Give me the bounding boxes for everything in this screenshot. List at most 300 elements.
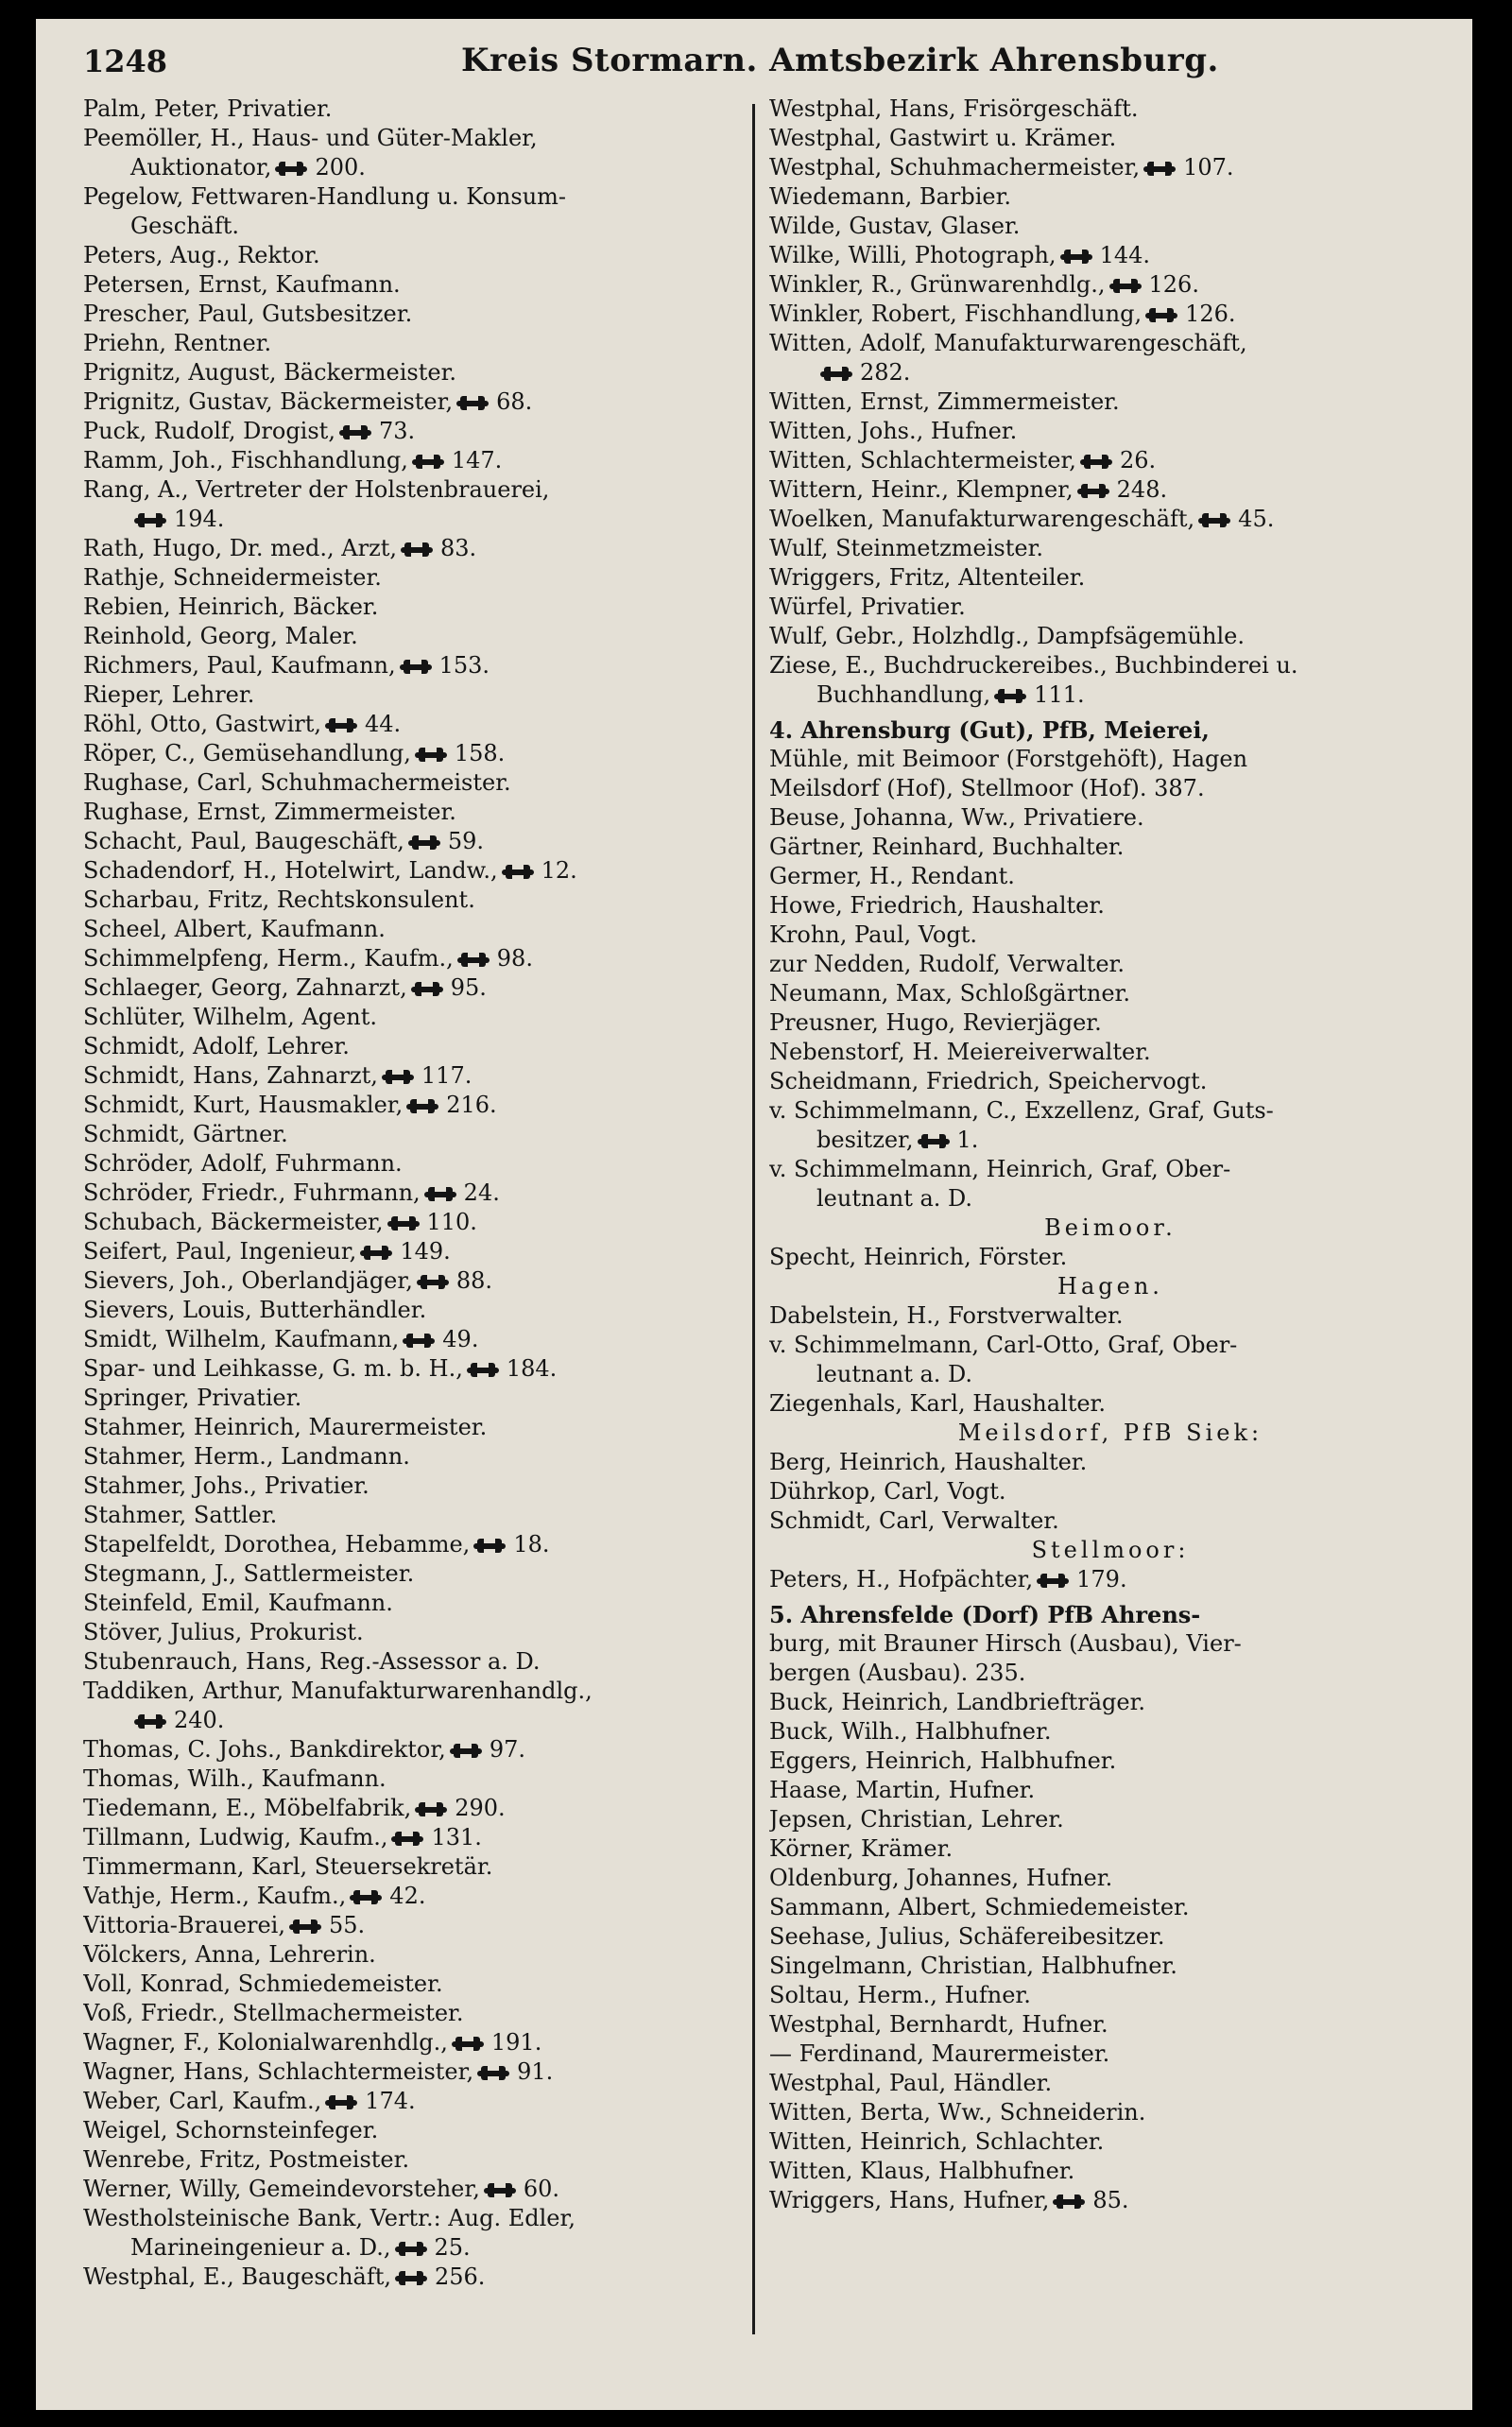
directory-entry <box>83 1530 745 1559</box>
phone-number: 256. <box>435 2263 486 2290</box>
entry-text: Schlaeger, Georg, Zahnarzt, <box>83 974 407 1001</box>
entry-text: Jepsen, Christian, Lehrer. <box>769 1806 1064 1833</box>
entry-text: Westphal, E., Baugeschäft, <box>83 2263 391 2290</box>
entry-text: Rath, Hugo, Dr. med., Arzt, <box>83 535 398 561</box>
directory-entry <box>83 1149 745 1179</box>
section-heading <box>769 1419 1452 1448</box>
directory-entry <box>83 358 745 387</box>
entry-text: Stegmann, J., Sattlermeister. <box>83 1560 415 1587</box>
entry-text: — Ferdinand, Maurermeister. <box>769 2040 1110 2067</box>
entry-text: Neumann, Max, Schloßgärtner. <box>769 980 1130 1007</box>
directory-entry <box>83 856 745 886</box>
directory-entry <box>83 915 745 944</box>
entry-text: Specht, Heinrich, Förster. <box>769 1244 1068 1270</box>
directory-entry <box>83 241 745 270</box>
directory-entry <box>83 1940 745 1970</box>
entry-text: Tiedemann, E., Möbelfabrik, <box>83 1795 412 1821</box>
entry-text: Gärtner, Reinhard, Buchhalter. <box>769 834 1125 860</box>
phone-number: 68. <box>496 388 533 415</box>
telephone-icon <box>415 1802 447 1816</box>
telephone-icon <box>918 1134 950 1148</box>
directory-entry <box>769 1008 1452 1038</box>
entry-text: Pegelow, Fettwaren-Handlung u. Konsum- <box>83 183 567 210</box>
telephone-icon <box>477 2066 509 2080</box>
directory-entry <box>83 1120 745 1149</box>
telephone-icon <box>408 835 440 850</box>
directory-entry <box>83 270 745 300</box>
entry-text: Völckers, Anna, Lehrerin. <box>83 1941 376 1968</box>
directory-entry <box>83 622 745 651</box>
directory-entry <box>769 651 1452 680</box>
telephone-icon <box>1060 250 1092 264</box>
entry-text: Rang, A., Vertreter der Holstenbrauerei, <box>83 476 550 503</box>
directory-entry <box>83 1589 745 1618</box>
directory-entry <box>83 95 745 124</box>
entry-text: Petersen, Ernst, Kaufmann. <box>83 271 401 298</box>
entry-text: v. Schimmelmann, Carl-Otto, Graf, Ober- <box>769 1332 1238 1358</box>
entry-text: Auktionator, <box>130 154 272 181</box>
entry-text: Buck, Heinrich, Landbriefträger. <box>769 1689 1146 1715</box>
entry-text: Thomas, C. Johs., Bankdirektor, <box>83 1736 446 1763</box>
phone-number: 179. <box>1076 1566 1127 1592</box>
directory-entry <box>83 1999 745 2028</box>
phone-number: 248. <box>1116 476 1168 503</box>
phone-number: 117. <box>421 1062 472 1089</box>
entry-text: Scheel, Albert, Kaufmann. <box>83 916 386 942</box>
entry-text: Rughase, Ernst, Zimmermeister. <box>83 799 456 825</box>
entry-text: Ziese, E., Buchdruckereibes., Buchbinderei u. <box>769 652 1298 679</box>
telephone-icon <box>275 162 307 176</box>
directory-entry <box>83 1325 745 1354</box>
directory-entry <box>83 1970 745 1999</box>
phone-number: 95. <box>450 974 487 1001</box>
entry-text: Eggers, Heinrich, Halbhufner. <box>769 1747 1117 1774</box>
directory-entry <box>83 1911 745 1940</box>
directory-entry <box>769 329 1452 358</box>
directory-entry <box>83 182 745 212</box>
phone-number: 60. <box>523 2176 560 2202</box>
directory-entry <box>83 1706 745 1735</box>
directory-entry <box>769 891 1452 921</box>
directory-entry <box>769 446 1452 475</box>
entry-text: Voll, Konrad, Schmiedemeister. <box>83 1971 443 1997</box>
phone-number: 12. <box>541 857 577 884</box>
directory-entry <box>83 1501 745 1530</box>
directory-entry <box>769 1747 1452 1776</box>
entry-text: Ziegenhals, Karl, Haushalter. <box>769 1390 1107 1417</box>
directory-entry <box>83 1677 745 1706</box>
entry-text: Schubach, Bäckermeister, <box>83 1209 384 1235</box>
directory-entry <box>83 534 745 563</box>
entry-text: Weber, Carl, Kaufm., <box>83 2088 322 2114</box>
directory-entry <box>83 739 745 768</box>
directory-entry <box>83 1735 745 1764</box>
entry-text: bergen (Ausbau). 235. <box>769 1660 1026 1686</box>
entry-text: Rughase, Carl, Schuhmachermeister. <box>83 769 511 796</box>
directory-entry <box>83 1413 745 1442</box>
directory-entry <box>83 417 745 446</box>
directory-entry <box>769 1893 1452 1922</box>
directory-entry <box>769 563 1452 593</box>
phone-number: 110. <box>426 1209 477 1235</box>
entry-text: Witten, Schlachtermeister, <box>769 447 1076 473</box>
telephone-icon <box>1109 279 1142 293</box>
entry-text: Schröder, Friedr., Fuhrmann, <box>83 1179 421 1206</box>
telephone-icon <box>457 953 490 967</box>
directory-entry <box>769 1389 1452 1419</box>
telephone-icon <box>417 1275 449 1289</box>
directory-entry <box>83 1061 745 1091</box>
directory-entry <box>83 1208 745 1237</box>
telephone-icon <box>325 718 357 732</box>
directory-entry <box>83 593 745 622</box>
entry-text: Ramm, Joh., Fischhandlung, <box>83 447 408 473</box>
directory-entry <box>83 300 745 329</box>
entry-text: Prignitz, August, Bäckermeister. <box>83 359 457 386</box>
phone-number: 26. <box>1119 447 1157 473</box>
directory-page <box>36 19 1472 2410</box>
directory-entry <box>769 534 1452 563</box>
entry-text: Singelmann, Christian, Halbhufner. <box>769 1953 1177 1979</box>
phone-number: 85. <box>1092 2187 1129 2213</box>
entry-text: Röhl, Otto, Gastwirt, <box>83 711 321 737</box>
directory-entry <box>769 1629 1452 1659</box>
directory-entry <box>83 1794 745 1823</box>
telephone-icon <box>502 865 534 879</box>
entry-text: Haase, Martin, Hufner. <box>769 1777 1036 1803</box>
phone-number: 1. <box>956 1127 979 1153</box>
entry-text: Mühle, mit Beimoor (Forstgehöft), Hagen <box>769 746 1248 772</box>
telephone-icon <box>412 455 444 469</box>
entry-text: Westphal, Schuhmachermeister, <box>769 154 1141 181</box>
entry-text: Schlüter, Wilhelm, Agent. <box>83 1004 377 1030</box>
directory-entry <box>83 153 745 182</box>
entry-text: Wilke, Willi, Photograph, <box>769 242 1057 268</box>
directory-entry <box>769 1038 1452 1067</box>
directory-entry <box>83 2028 745 2057</box>
directory-entry <box>769 1864 1452 1893</box>
directory-entry <box>83 1852 745 1882</box>
entry-text: Oldenburg, Johannes, Hufner. <box>769 1865 1113 1891</box>
directory-entry <box>769 1360 1452 1389</box>
directory-entry <box>769 1776 1452 1805</box>
entry-text: Meilsdorf, PfB Siek: <box>957 1420 1263 1446</box>
entry-text: Stahmer, Johs., Privatier. <box>83 1472 369 1499</box>
entry-text: v. Schimmelmann, Heinrich, Graf, Ober- <box>769 1156 1231 1182</box>
directory-entry <box>769 1243 1452 1272</box>
entry-text: Soltau, Herm., Hufner. <box>769 1982 1031 2008</box>
telephone-icon <box>1080 455 1112 469</box>
entry-text: Schmidt, Hans, Zahnarzt, <box>83 1062 378 1089</box>
telephone-icon <box>415 748 447 762</box>
directory-entry <box>769 803 1452 833</box>
telephone-icon <box>403 1334 435 1348</box>
entry-text: Palm, Peter, Privatier. <box>83 95 333 122</box>
phone-number: 83. <box>440 535 477 561</box>
entry-text: Taddiken, Arthur, Manufakturwarenhandlg., <box>83 1678 593 1704</box>
entry-text: Westphal, Bernhardt, Hufner. <box>769 2011 1108 2038</box>
entry-text: Wriggers, Fritz, Altenteiler. <box>769 564 1086 591</box>
entry-text: Timmermann, Karl, Steuersekretär. <box>83 1853 493 1880</box>
entry-text: Winkler, R., Grünwarenhdlg., <box>769 271 1106 298</box>
phone-number: 44. <box>365 711 402 737</box>
directory-entry <box>769 1096 1452 1126</box>
directory-entry <box>769 95 1452 124</box>
entry-text: Berg, Heinrich, Haushalter. <box>769 1449 1088 1475</box>
entry-text: leutnant a. D. <box>816 1361 973 1387</box>
entry-text: Witten, Johs., Hufner. <box>769 418 1018 444</box>
directory-entry <box>769 1688 1452 1717</box>
entry-text: Stöver, Julius, Prokurist. <box>83 1619 364 1645</box>
directory-entry <box>769 1834 1452 1864</box>
column-divider <box>752 104 755 2334</box>
entry-text: Rebien, Heinrich, Bäcker. <box>83 594 379 620</box>
entry-text: Meilsdorf (Hof), Stellmoor (Hof). 387. <box>769 775 1205 801</box>
phone-number: 45. <box>1238 506 1275 532</box>
page-header <box>83 28 1416 95</box>
directory-entry <box>769 2069 1452 2098</box>
directory-entry <box>83 1823 745 1852</box>
telephone-icon <box>1145 308 1177 322</box>
entry-text: Stahmer, Heinrich, Maurermeister. <box>83 1414 488 1440</box>
entry-text: Schacht, Paul, Baugeschäft, <box>83 828 404 854</box>
entry-text: Beimoor. <box>1044 1214 1177 1241</box>
telephone-icon <box>820 367 852 381</box>
section-heading <box>769 1214 1452 1243</box>
directory-entry <box>769 1301 1452 1331</box>
entry-text: Smidt, Wilhelm, Kaufmann, <box>83 1326 400 1352</box>
entry-text: Hagen. <box>1057 1273 1163 1300</box>
phone-number: 153. <box>438 652 490 679</box>
entry-text: Wenrebe, Fritz, Postmeister. <box>83 2146 410 2173</box>
telephone-icon <box>1037 1574 1069 1588</box>
entry-text: Witten, Berta, Ww., Schneiderin. <box>769 2099 1146 2126</box>
directory-entry <box>769 212 1452 241</box>
entry-text: Schmidt, Kurt, Hausmakler, <box>83 1092 404 1118</box>
entry-text: Witten, Heinrich, Schlachter. <box>769 2128 1105 2155</box>
telephone-icon <box>1077 484 1109 498</box>
telephone-icon <box>401 542 433 557</box>
directory-entry <box>769 153 1452 182</box>
telephone-icon <box>134 1714 166 1729</box>
directory-entry <box>769 950 1452 979</box>
directory-entry <box>769 2040 1452 2069</box>
entry-text: Stahmer, Sattler. <box>83 1502 278 1528</box>
entry-text: Scharbau, Fritz, Rechtskonsulent. <box>83 886 475 913</box>
telephone-icon <box>387 1216 420 1231</box>
directory-entry <box>769 505 1452 534</box>
phone-number: 91. <box>517 2058 554 2085</box>
phone-number: 194. <box>174 506 225 532</box>
phone-number: 25. <box>434 2234 471 2261</box>
directory-entry <box>83 1882 745 1911</box>
entry-text: Nebenstorf, H. Meiereiverwalter. <box>769 1039 1151 1065</box>
entry-text: Geschäft. <box>130 213 240 239</box>
directory-entry <box>83 2204 745 2233</box>
entry-text: Reinhold, Georg, Maler. <box>83 623 358 649</box>
entry-text: v. Schimmelmann, C., Exzellenz, Graf, Guts- <box>769 1097 1274 1124</box>
directory-entry <box>83 1266 745 1296</box>
telephone-icon <box>289 1919 321 1934</box>
directory-entry <box>769 241 1452 270</box>
telephone-icon <box>382 1070 414 1084</box>
entry-text: 5. Ahrensfelde (Dorf) PfB Ahrens- <box>769 1601 1201 1628</box>
directory-entry <box>769 2098 1452 2127</box>
entry-text: Westphal, Paul, Händler. <box>769 2070 1053 2096</box>
entry-text: Sammann, Albert, Schmiedemeister. <box>769 1894 1190 1920</box>
telephone-icon <box>456 396 489 410</box>
phone-number: 184. <box>506 1355 558 1382</box>
telephone-icon <box>360 1246 392 1260</box>
entry-text: Wulf, Gebr., Holzhdlg., Dampfsägemühle. <box>769 623 1245 649</box>
directory-entry <box>769 475 1452 505</box>
phone-number: 59. <box>447 828 485 854</box>
directory-entry <box>83 505 745 534</box>
entry-text: Rathje, Schneidermeister. <box>83 564 382 591</box>
phone-number: 126. <box>1148 271 1199 298</box>
entry-text: Wagner, Hans, Schlachtermeister, <box>83 2058 474 2085</box>
telephone-icon <box>325 2095 357 2109</box>
directory-entry <box>769 1506 1452 1536</box>
phone-number: 290. <box>455 1795 506 1821</box>
directory-entry <box>83 1559 745 1589</box>
directory-entry <box>769 300 1452 329</box>
entry-text: Westphal, Hans, Frisörgeschäft. <box>769 95 1139 122</box>
right-column <box>769 95 1452 2215</box>
phone-number: 24. <box>463 1179 500 1206</box>
directory-entry <box>83 1237 745 1266</box>
entry-text: leutnant a. D. <box>816 1185 973 1212</box>
section-heading <box>769 1272 1452 1301</box>
section-heading <box>769 1536 1452 1565</box>
phone-number: 98. <box>496 945 533 972</box>
directory-entry <box>769 1717 1452 1747</box>
telephone-icon <box>1143 162 1176 176</box>
entry-text: zur Nedden, Rudolf, Verwalter. <box>769 951 1125 977</box>
phone-number: 18. <box>513 1531 550 1558</box>
entry-text: Westphal, Gastwirt u. Krämer. <box>769 125 1117 151</box>
entry-text: Stapelfeldt, Dorothea, Hebamme, <box>83 1531 471 1558</box>
entry-text: Weigel, Schornsteinfeger. <box>83 2117 379 2143</box>
directory-entry <box>83 2116 745 2145</box>
directory-entry <box>83 1618 745 1647</box>
directory-entry <box>769 774 1452 803</box>
directory-entry <box>769 1659 1452 1688</box>
phone-number: 174. <box>365 2088 416 2114</box>
entry-text: Priehn, Rentner. <box>83 330 272 356</box>
directory-entry <box>83 710 745 739</box>
entry-text: Vittoria-Brauerei, <box>83 1912 285 1938</box>
phone-number: 158. <box>454 740 506 766</box>
directory-entry <box>769 2157 1452 2186</box>
directory-entry <box>83 651 745 680</box>
directory-entry <box>769 2127 1452 2157</box>
entry-text: Witten, Ernst, Zimmermeister. <box>769 388 1120 415</box>
telephone-icon <box>134 513 166 527</box>
entry-text: Sievers, Joh., Oberlandjäger, <box>83 1267 413 1294</box>
telephone-icon <box>1198 513 1230 527</box>
entry-text: besitzer, <box>816 1127 914 1153</box>
phone-number: 111. <box>1034 681 1085 708</box>
telephone-icon <box>411 982 443 996</box>
phone-number: 88. <box>455 1267 493 1294</box>
directory-entry <box>769 622 1452 651</box>
phone-number: 55. <box>328 1912 366 1938</box>
directory-entry <box>769 358 1452 387</box>
telephone-icon <box>467 1363 499 1377</box>
entry-text: Springer, Privatier. <box>83 1385 302 1411</box>
entry-text: Schadendorf, H., Hotelwirt, Landw., <box>83 857 498 884</box>
directory-entry <box>83 680 745 710</box>
entry-text: Winkler, Robert, Fischhandlung, <box>769 301 1143 327</box>
entry-text: Preusner, Hugo, Revierjäger. <box>769 1009 1102 1036</box>
entry-text: Körner, Krämer. <box>769 1835 954 1862</box>
directory-entry <box>83 2233 745 2263</box>
entry-text: Steinfeld, Emil, Kaufmann. <box>83 1590 393 1616</box>
entry-text: 4. Ahrensburg (Gut), PfB, Meierei, <box>769 716 1210 744</box>
directory-entry <box>83 1179 745 1208</box>
directory-entry <box>769 745 1452 774</box>
directory-entry <box>83 1472 745 1501</box>
entry-text: Schmidt, Adolf, Lehrer. <box>83 1033 350 1059</box>
directory-entry <box>769 1331 1452 1360</box>
entry-text: Witten, Klaus, Halbhufner. <box>769 2158 1075 2184</box>
entry-text: Rieper, Lehrer. <box>83 681 255 708</box>
directory-entry <box>769 1184 1452 1214</box>
page-title: Kreis Stormarn. Amtsbezirk Ahrensburg. <box>461 42 1219 79</box>
directory-entry <box>83 212 745 241</box>
entry-text: Prignitz, Gustav, Bäckermeister, <box>83 388 454 415</box>
entry-text: Sievers, Louis, Butterhändler. <box>83 1297 427 1323</box>
left-column <box>83 95 745 2292</box>
directory-entry <box>769 593 1452 622</box>
phone-number: 191. <box>490 2029 542 2056</box>
phone-number: 144. <box>1099 242 1150 268</box>
directory-entry <box>83 1003 745 1032</box>
directory-entry <box>769 1565 1452 1594</box>
entry-text: Stellmoor: <box>1031 1537 1190 1563</box>
entry-text: Wagner, F., Kolonialwarenhdlg., <box>83 2029 448 2056</box>
directory-entry <box>769 921 1452 950</box>
directory-entry <box>769 182 1452 212</box>
entry-text: Buck, Wilh., Halbhufner. <box>769 1718 1052 1745</box>
directory-entry <box>769 833 1452 862</box>
directory-entry <box>769 270 1452 300</box>
telephone-icon <box>1053 2195 1085 2209</box>
phone-number: 282. <box>860 359 911 386</box>
telephone-icon <box>339 425 371 439</box>
directory-entry <box>769 862 1452 891</box>
entry-text: Stahmer, Herm., Landmann. <box>83 1443 410 1470</box>
entry-text: Howe, Friedrich, Haushalter. <box>769 892 1105 919</box>
entry-text: Buchhandlung, <box>816 681 991 708</box>
telephone-icon <box>450 1744 482 1758</box>
phone-number: 147. <box>451 447 503 473</box>
telephone-icon <box>400 660 432 674</box>
entry-text: Wulf, Steinmetzmeister. <box>769 535 1044 561</box>
directory-entry <box>83 1032 745 1061</box>
telephone-icon <box>350 1890 382 1904</box>
directory-entry <box>769 979 1452 1008</box>
telephone-icon <box>473 1539 506 1553</box>
entry-text: Peemöller, H., Haus- und Güter-Makler, <box>83 125 538 151</box>
entry-text: Vathje, Herm., Kaufm., <box>83 1883 347 1909</box>
directory-entry <box>769 124 1452 153</box>
entry-text: Peters, H., Hofpächter, <box>769 1566 1034 1592</box>
telephone-icon <box>994 689 1026 703</box>
entry-text: Westholsteinische Bank, Vertr.: Aug. Edler, <box>83 2205 576 2231</box>
directory-entry <box>769 1155 1452 1184</box>
